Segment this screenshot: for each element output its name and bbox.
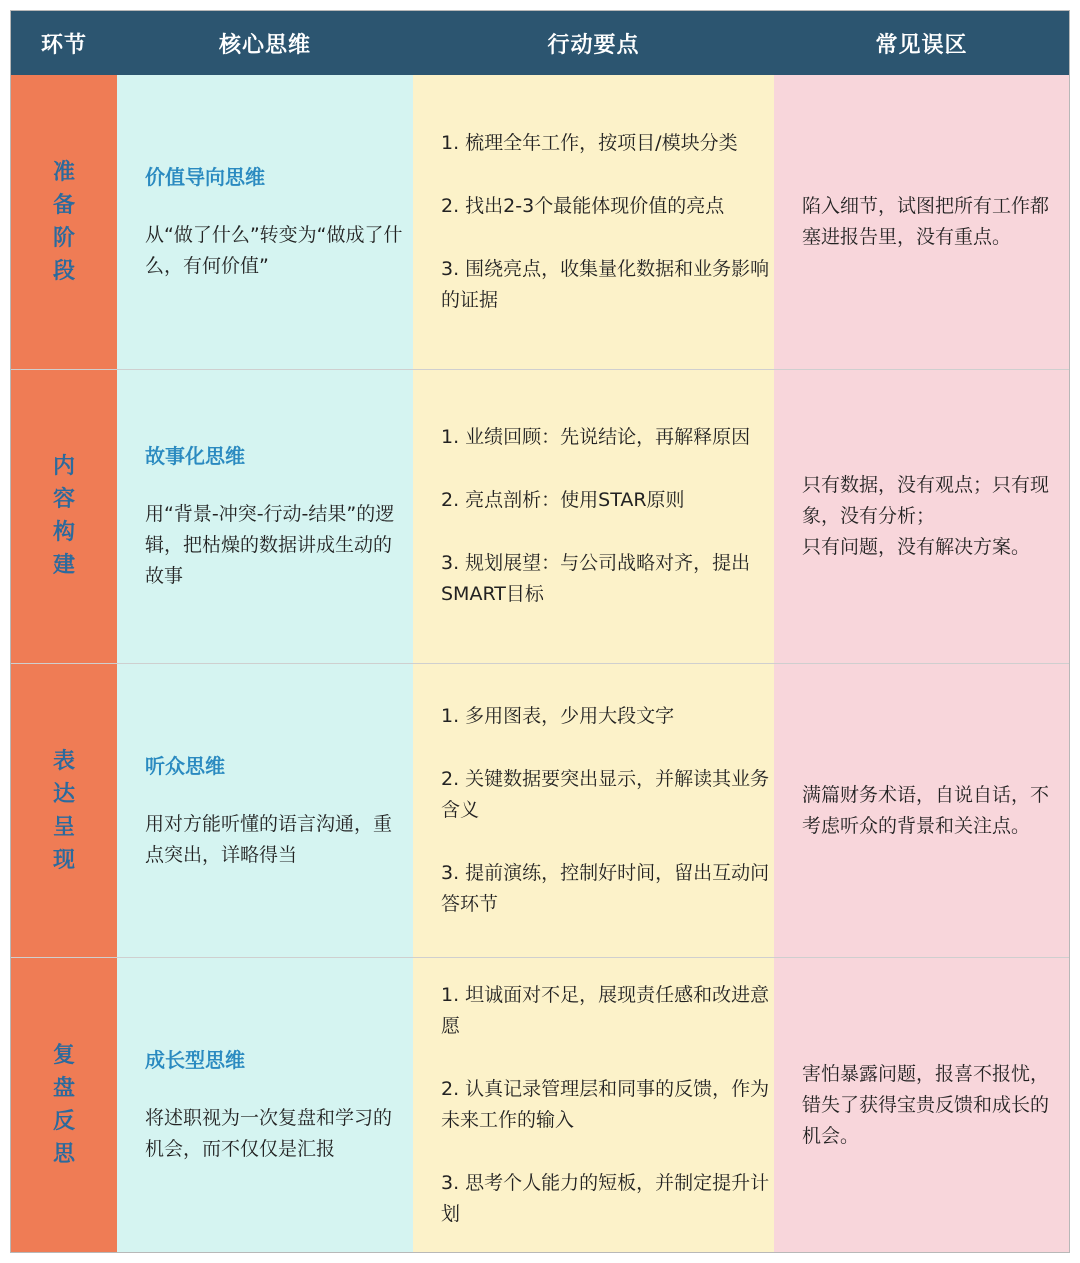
action-item: 2. 认真记录管理层和同事的反馈，作为未来工作的输入 [441, 1078, 770, 1132]
core-description: 用“背景-冲突-行动-结果”的逻辑，把枯燥的数据讲成生动的故事 [145, 502, 395, 587]
stage-cell [11, 664, 117, 958]
action-item: 3. 思考个人能力的短板，并制定提升计划 [441, 1172, 770, 1226]
core-cell [117, 664, 413, 958]
action-cell [413, 369, 774, 663]
header-common-mistakes: 常见误区 [774, 11, 1069, 75]
core-cell [117, 369, 413, 663]
action-item: 3. 提前演练，控制好时间，留出互动问答环节 [441, 862, 770, 916]
mistake-text: 陷入细节，试图把所有工作都塞进报告里，没有重点。 [802, 194, 1050, 248]
review-table [11, 11, 1069, 1252]
core-title: 价值导向思维 [145, 164, 265, 189]
table-row [11, 75, 1069, 369]
core-title: 故事化思维 [145, 443, 245, 468]
core-title: 成长型思维 [145, 1048, 245, 1073]
action-cell [413, 664, 774, 958]
mistake-text: 只有数据，没有观点；只有现象，没有分析； 只有问题，没有解决方案。 [802, 473, 1050, 558]
stage-label: 内容构建 [52, 454, 75, 579]
header-core-thinking: 核心思维 [117, 11, 413, 75]
core-description: 用对方能听懂的语言沟通，重点突出，详略得当 [145, 812, 393, 866]
stage-cell [11, 75, 117, 369]
action-item: 1. 梳理全年工作，按项目/模块分类 [441, 131, 738, 154]
action-item: 2. 亮点剖析：使用STAR原则 [441, 489, 685, 512]
action-cell [413, 75, 774, 369]
core-description: 从“做了什么”转变为“做成了什么，有何价值” [145, 223, 403, 277]
core-cell [117, 958, 413, 1252]
table-row [11, 958, 1069, 1252]
table-frame [10, 10, 1070, 1253]
table-row [11, 369, 1069, 663]
core-title: 听众思维 [145, 753, 225, 778]
action-item: 1. 坦诚面对不足，展现责任感和改进意愿 [441, 984, 770, 1038]
table-header [11, 11, 1069, 75]
action-item: 3. 规划展望：与公司战略对齐，提出SMART目标 [441, 552, 751, 606]
mistake-text: 满篇财务术语，自说自话，不考虑听众的背景和关注点。 [802, 783, 1050, 837]
header-stage: 环节 [11, 11, 117, 75]
action-item: 1. 业绩回顾：先说结论，再解释原因 [441, 426, 751, 449]
mistake-cell [774, 664, 1069, 958]
core-cell [117, 75, 413, 369]
stage-label: 准备阶段 [52, 159, 75, 284]
stage-label: 复盘反思 [52, 1043, 75, 1168]
action-item: 2. 关键数据要突出显示，并解读其业务含义 [441, 768, 770, 822]
table-body [11, 75, 1069, 1252]
core-description: 将述职视为一次复盘和学习的机会，而不仅仅是汇报 [145, 1107, 393, 1161]
mistake-cell [774, 958, 1069, 1252]
stage-cell [11, 369, 117, 663]
action-item: 2. 找出2-3个最能体现价值的亮点 [441, 194, 725, 217]
header-row [11, 11, 1069, 75]
table-row [11, 664, 1069, 958]
action-cell [413, 958, 774, 1252]
stage-cell [11, 958, 117, 1252]
mistake-text: 害怕暴露问题，报喜不报忧，错失了获得宝贵反馈和成长的机会。 [802, 1062, 1050, 1147]
mistake-cell [774, 75, 1069, 369]
action-item: 3. 围绕亮点，收集量化数据和业务影响的证据 [441, 257, 770, 311]
mistake-cell [774, 369, 1069, 663]
stage-label: 表达呈现 [52, 748, 75, 873]
header-action-points: 行动要点 [413, 11, 774, 75]
action-item: 1. 多用图表，少用大段文字 [441, 705, 675, 728]
